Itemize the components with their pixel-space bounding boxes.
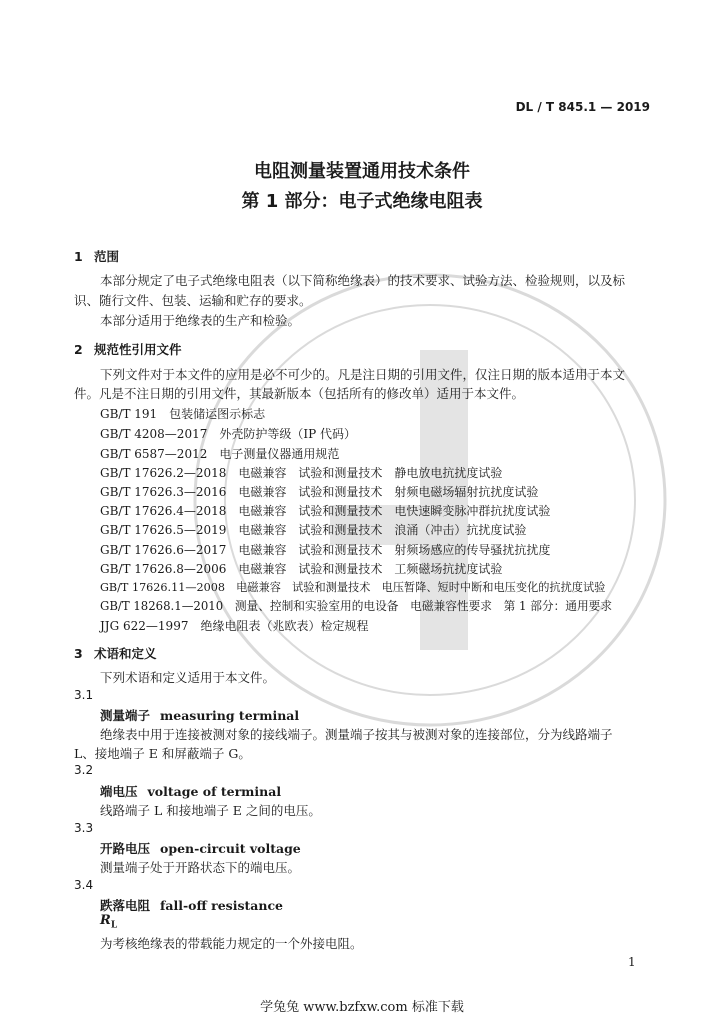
section-2-heading: [74, 340, 182, 358]
term-heading: [100, 896, 283, 914]
term-number: 3.1: [74, 688, 94, 702]
reference-item: GB/T 17626.3—2016 电磁兼容 试验和测量技术 射频电磁场辐射抗扰度试验: [100, 485, 539, 499]
section-number: 3: [74, 646, 83, 661]
term-en: voltage of terminal: [147, 784, 282, 799]
term-symbol: [100, 913, 117, 931]
reference-item: JJG 622—1997 绝缘电阻表（兆欧表）检定规程: [100, 619, 369, 633]
page-number: 1: [628, 955, 636, 969]
term-definition: 测量端子处于开路状态下的端电压。: [100, 860, 301, 875]
standard-code: DL / T 845.1 — 2019: [515, 100, 650, 114]
term-en: open-circuit voltage: [160, 841, 301, 856]
term-number: 3.2: [74, 763, 94, 777]
term-zh: 跌落电阻: [100, 898, 151, 913]
section-title: 规范性引用文件: [94, 342, 182, 357]
reference-item: GB/T 191 包装储运图示标志: [100, 407, 266, 421]
symbol-letter: R: [100, 913, 111, 928]
term-en: fall-off resistance: [160, 898, 284, 913]
term-en: measuring terminal: [160, 708, 300, 723]
footer-watermark-text: 学兔兔 www.bzfxw.com 标准下载: [260, 1000, 464, 1015]
term-zh: 端电压: [100, 784, 138, 799]
paragraph-line: 本部分规定了电子式绝缘电阻表（以下简称绝缘表）的技术要求、试验方法、检验规则，以及标: [100, 273, 626, 288]
symbol-subscript: L: [110, 920, 118, 931]
term-definition: 为考核绝缘表的带载能力规定的一个外接电阻。: [100, 936, 363, 951]
section-3-heading: [74, 644, 157, 662]
paragraph-line: 下列术语和定义适用于本文件。: [100, 670, 276, 685]
reference-item: GB/T 17626.5—2019 电磁兼容 试验和测量技术 浪涌（冲击）抗扰度试验: [100, 523, 527, 537]
term-heading: [100, 782, 281, 800]
reference-item: GB/T 17626.11—2008 电磁兼容 试验和测量技术 电压暂降、短时中断和电压变化的抗扰度试验: [100, 581, 606, 594]
document-title: 电阻测量装置通用技术条件: [254, 161, 470, 182]
term-zh: 测量端子: [100, 708, 151, 723]
term-heading: [100, 839, 301, 857]
paragraph-line: 下列文件对于本文件的应用是必不可少的。凡是注日期的引用文件，仅注日期的版本适用于本文: [100, 367, 626, 382]
reference-item: GB/T 17626.6—2017 电磁兼容 试验和测量技术 射频场感应的传导骚扰抗扰度: [100, 543, 551, 557]
term-heading: [100, 706, 299, 724]
section-number: 1: [74, 249, 83, 264]
term-definition: L、接地端子 E 和屏蔽端子 G。: [74, 746, 251, 761]
term-definition: 线路端子 L 和接地端子 E 之间的电压。: [100, 803, 321, 818]
term-definition: 绝缘表中用于连接被测对象的接线端子。测量端子按其与被测对象的连接部位，分为线路端子: [100, 727, 613, 742]
reference-item: GB/T 4208—2017 外壳防护等级（IP 代码）: [100, 427, 356, 441]
paragraph-line: 识、随行文件、包装、运输和贮存的要求。: [74, 293, 312, 308]
section-number: 2: [74, 342, 83, 357]
paragraph-line: 件。凡是不注日期的引用文件，其最新版本（包括所有的修改单）适用于本文件。: [74, 386, 525, 401]
term-number: 3.4: [74, 878, 94, 892]
reference-item: GB/T 17626.4—2018 电磁兼容 试验和测量技术 电快速瞬变脉冲群抗扰度试验: [100, 504, 551, 518]
reference-item: GB/T 17626.8—2006 电磁兼容 试验和测量技术 工频磁场抗扰度试验: [100, 562, 503, 576]
reference-item: GB/T 18268.1—2010 测量、控制和实验室用的电设备 电磁兼容性要求 第 1 部分：通用要求: [100, 599, 613, 613]
term-zh: 开路电压: [100, 841, 151, 856]
reference-item: GB/T 17626.2—2018 电磁兼容 试验和测量技术 静电放电抗扰度试验: [100, 466, 503, 480]
section-1-heading: [74, 247, 119, 265]
section-title: 术语和定义: [94, 646, 157, 661]
reference-item: GB/T 6587—2012 电子测量仪器通用规范: [100, 447, 340, 461]
section-title: 范围: [94, 249, 120, 264]
term-number: 3.3: [74, 821, 94, 835]
paragraph-line: 本部分适用于绝缘表的生产和检验。: [100, 313, 301, 328]
document-subtitle: 第 1 部分：电子式绝缘电阻表: [241, 191, 483, 212]
